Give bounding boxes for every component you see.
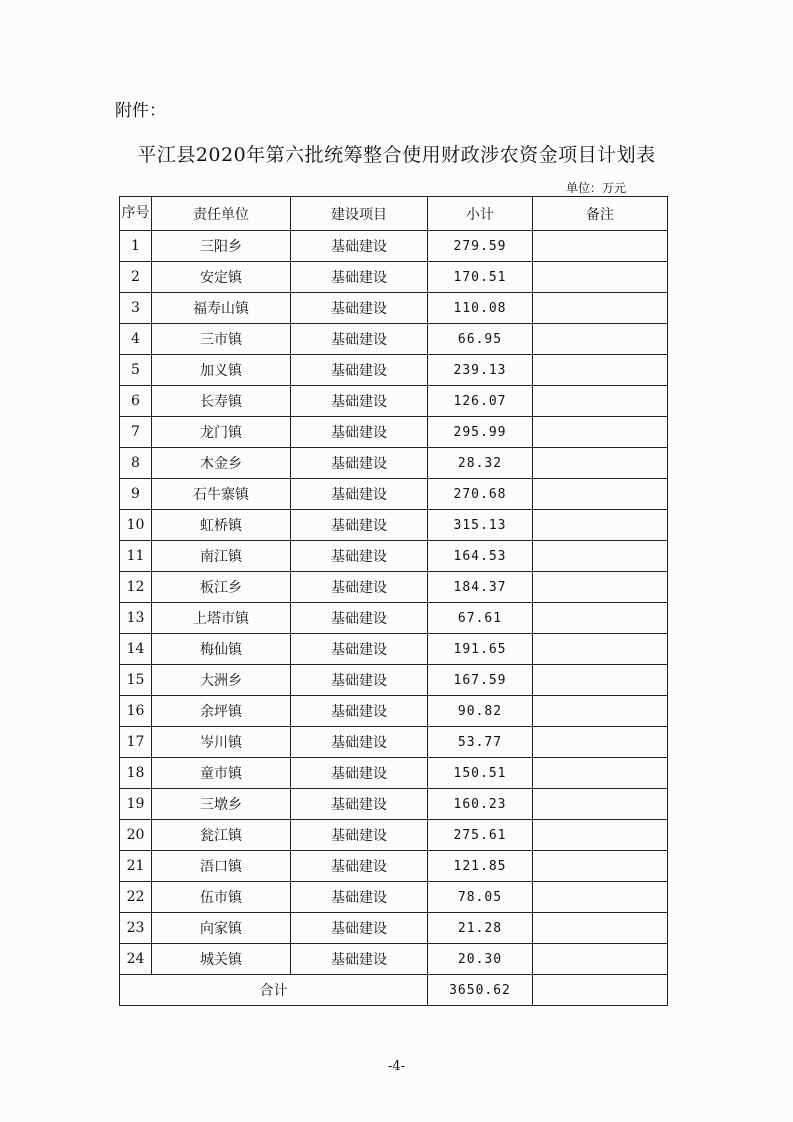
total-label: 合计 [120,975,428,1006]
row-remark [533,820,668,851]
row-remark [533,510,668,541]
table-row [120,665,668,696]
row-amount: 53.77 [428,727,533,758]
row-remark [533,262,668,293]
row-unit: 瓮江镇 [152,820,291,851]
project-plan-table [119,196,668,1006]
total-amount: 3650.62 [428,975,533,1006]
header-unit: 责任单位 [152,197,291,231]
table-row [120,727,668,758]
row-number: 10 [120,510,152,541]
table-row [120,386,668,417]
row-unit: 虹桥镇 [152,510,291,541]
row-project: 基础建设 [291,479,428,510]
row-amount: 21.28 [428,913,533,944]
row-amount: 315.13 [428,510,533,541]
row-project: 基础建设 [291,758,428,789]
row-project: 基础建设 [291,851,428,882]
row-amount: 90.82 [428,696,533,727]
row-project: 基础建设 [291,789,428,820]
row-amount: 275.61 [428,820,533,851]
row-number: 4 [120,324,152,355]
table-row [120,820,668,851]
row-project: 基础建设 [291,634,428,665]
row-number: 11 [120,541,152,572]
table-row [120,696,668,727]
row-remark [533,727,668,758]
row-project: 基础建设 [291,944,428,975]
row-unit: 安定镇 [152,262,291,293]
header-remark: 备注 [533,197,668,231]
row-number: 16 [120,696,152,727]
row-number: 20 [120,820,152,851]
row-unit: 童市镇 [152,758,291,789]
row-unit: 城关镇 [152,944,291,975]
row-amount: 126.07 [428,386,533,417]
row-remark [533,944,668,975]
row-project: 基础建设 [291,417,428,448]
table-row [120,479,668,510]
row-unit: 三阳乡 [152,231,291,262]
row-project: 基础建设 [291,727,428,758]
row-number: 19 [120,789,152,820]
table-row [120,417,668,448]
row-unit: 上塔市镇 [152,603,291,634]
row-number: 17 [120,727,152,758]
row-project: 基础建设 [291,262,428,293]
row-remark [533,882,668,913]
row-remark [533,758,668,789]
row-number: 6 [120,386,152,417]
row-number: 21 [120,851,152,882]
row-remark [533,696,668,727]
table-row [120,913,668,944]
table-body [120,231,668,975]
row-unit: 福寿山镇 [152,293,291,324]
table-row [120,448,668,479]
table-row [120,262,668,293]
header-seq: 序号 [120,197,152,231]
row-project: 基础建设 [291,913,428,944]
attachment-label: 附件： [115,101,166,121]
row-remark [533,231,668,262]
row-number: 12 [120,572,152,603]
row-amount: 164.53 [428,541,533,572]
row-amount: 239.13 [428,355,533,386]
row-number: 22 [120,882,152,913]
row-number: 24 [120,944,152,975]
table-row [120,510,668,541]
row-project: 基础建设 [291,355,428,386]
row-remark [533,913,668,944]
row-unit: 加义镇 [152,355,291,386]
table-row [120,324,668,355]
row-amount: 184.37 [428,572,533,603]
header-row [120,197,668,231]
row-project: 基础建设 [291,882,428,913]
row-number: 13 [120,603,152,634]
table-row [120,851,668,882]
table-row [120,944,668,975]
row-unit: 木金乡 [152,448,291,479]
row-remark [533,355,668,386]
row-remark [533,851,668,882]
document-title: 平江县2020年第六批统筹整合使用财政涉农资金项目计划表 [137,144,656,166]
row-number: 23 [120,913,152,944]
row-unit: 浯口镇 [152,851,291,882]
row-remark [533,541,668,572]
row-amount: 28.32 [428,448,533,479]
row-amount: 66.95 [428,324,533,355]
row-project: 基础建设 [291,448,428,479]
table-row [120,882,668,913]
row-remark [533,479,668,510]
row-amount: 67.61 [428,603,533,634]
row-remark [533,665,668,696]
row-amount: 121.85 [428,851,533,882]
row-project: 基础建设 [291,324,428,355]
row-unit: 梅仙镇 [152,634,291,665]
row-number: 2 [120,262,152,293]
row-project: 基础建设 [291,820,428,851]
row-amount: 279.59 [428,231,533,262]
page-number: -4- [387,1059,406,1074]
row-unit: 南江镇 [152,541,291,572]
table-row [120,603,668,634]
row-unit: 大洲乡 [152,665,291,696]
row-remark [533,572,668,603]
row-amount: 270.68 [428,479,533,510]
row-project: 基础建设 [291,665,428,696]
row-project: 基础建设 [291,510,428,541]
row-amount: 170.51 [428,262,533,293]
total-row [120,975,668,1006]
row-remark [533,324,668,355]
row-amount: 78.05 [428,882,533,913]
header-project: 建设项目 [291,197,428,231]
row-unit: 石牛寨镇 [152,479,291,510]
row-remark [533,448,668,479]
row-project: 基础建设 [291,293,428,324]
row-unit: 向家镇 [152,913,291,944]
row-remark [533,293,668,324]
unit-note: 单位：万元 [566,181,627,195]
table-row [120,355,668,386]
table-row [120,541,668,572]
row-amount: 150.51 [428,758,533,789]
row-project: 基础建设 [291,696,428,727]
row-unit: 余坪镇 [152,696,291,727]
row-project: 基础建设 [291,603,428,634]
row-project: 基础建设 [291,541,428,572]
row-unit: 三墩乡 [152,789,291,820]
table-row [120,293,668,324]
row-amount: 110.08 [428,293,533,324]
row-unit: 龙门镇 [152,417,291,448]
row-number: 9 [120,479,152,510]
row-remark [533,789,668,820]
row-remark [533,634,668,665]
row-number: 18 [120,758,152,789]
row-project: 基础建设 [291,386,428,417]
header-subtotal: 小计 [428,197,533,231]
table-row [120,572,668,603]
row-number: 7 [120,417,152,448]
table-row [120,758,668,789]
row-number: 8 [120,448,152,479]
row-amount: 160.23 [428,789,533,820]
row-number: 15 [120,665,152,696]
row-remark [533,417,668,448]
row-amount: 20.30 [428,944,533,975]
total-remark [533,975,668,1006]
row-number: 14 [120,634,152,665]
row-unit: 三市镇 [152,324,291,355]
row-unit: 岑川镇 [152,727,291,758]
table-row [120,789,668,820]
row-number: 1 [120,231,152,262]
row-number: 5 [120,355,152,386]
row-unit: 伍市镇 [152,882,291,913]
table-row [120,634,668,665]
row-unit: 长寿镇 [152,386,291,417]
row-amount: 191.65 [428,634,533,665]
table-row [120,231,668,262]
row-number: 3 [120,293,152,324]
row-project: 基础建设 [291,231,428,262]
row-remark [533,603,668,634]
row-remark [533,386,668,417]
row-amount: 167.59 [428,665,533,696]
row-project: 基础建设 [291,572,428,603]
row-unit: 板江乡 [152,572,291,603]
row-amount: 295.99 [428,417,533,448]
